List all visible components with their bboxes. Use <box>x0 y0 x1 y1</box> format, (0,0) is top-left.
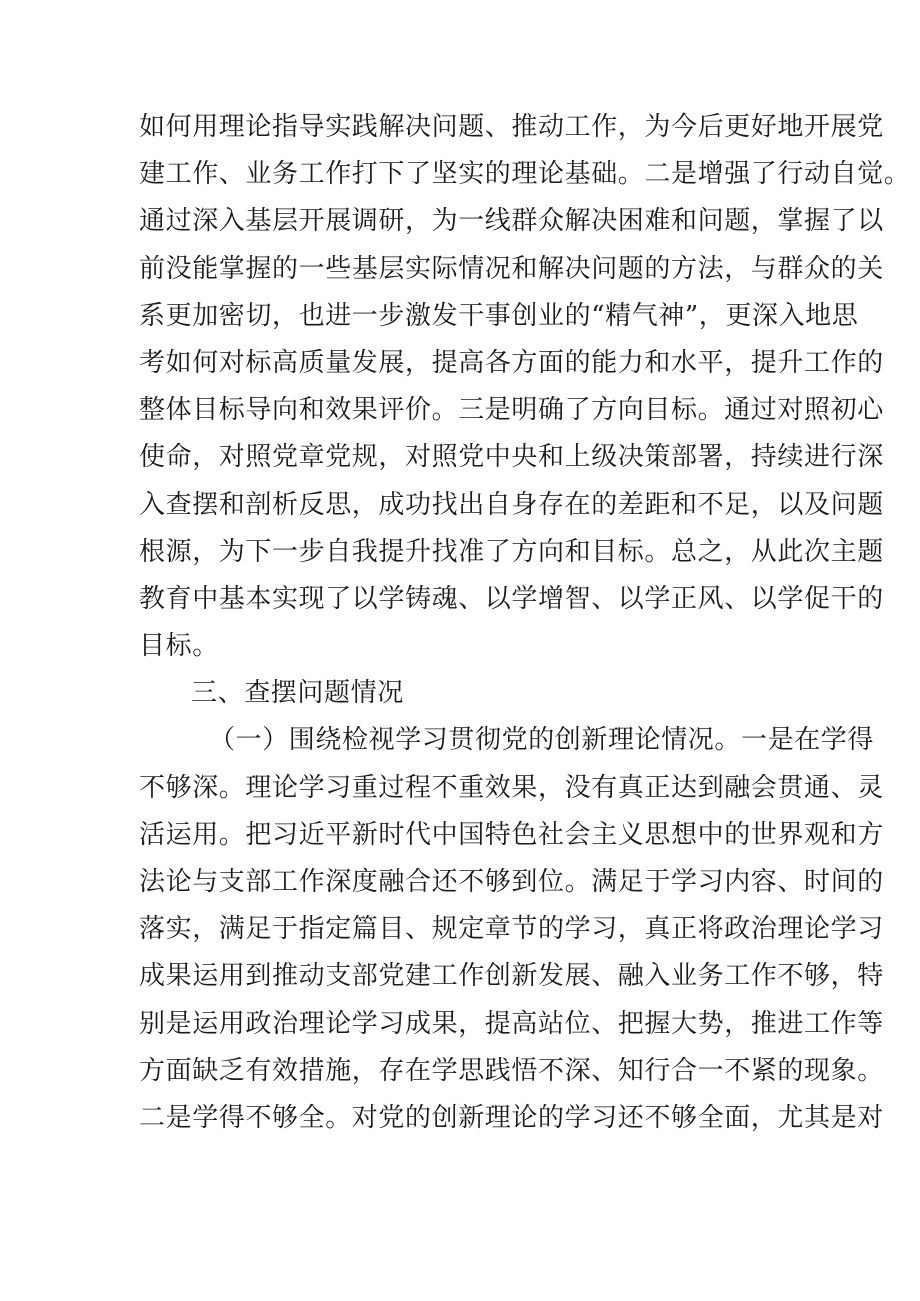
paragraph-line: 目标。 <box>139 631 219 662</box>
paragraph-line: 入查摆和剖析反思，成功找出自身存在的差距和不足，以及问题 <box>139 489 884 520</box>
paragraph-line: 通过深入基层开展调研，为一线群众解决困难和问题，掌握了以 <box>139 206 884 237</box>
paragraph-line: 建工作、业务工作打下了坚实的理论基础。二是增强了行动自觉。 <box>139 159 911 190</box>
subsection-line: 落实，满足于指定篇目、规定章节的学习，真正将政治理论学习 <box>139 914 884 945</box>
paragraph-line: 教育中基本实现了以学铸魂、以学增智、以学正风、以学促干的 <box>139 583 884 614</box>
paragraph-line: 根源，为下一步自我提升找准了方向和目标。总之，从此次主题 <box>139 536 884 567</box>
paragraph-line: 整体目标导向和效果评价。三是明确了方向目标。通过对照初心 <box>139 395 884 426</box>
paragraph-line: 系更加密切，也进一步激发干事创业的“精气神”，更深入地思 <box>139 300 859 331</box>
subsection-line: 法论与支部工作深度融合还不够到位。满足于学习内容、时间的 <box>139 867 884 897</box>
subsection-line: 活运用。把习近平新时代中国特色社会主义思想中的世界观和方 <box>139 819 884 850</box>
subsection-line: （一）围绕检视学习贯彻党的创新理论情况。一是在学得 <box>209 725 875 756</box>
subsection-line: 不够深。理论学习重过程不重效果，没有真正达到融会贯通、灵 <box>139 772 884 803</box>
subsection-line: 成果运用到推动支部党建工作创新发展、融入业务工作不够，特 <box>139 961 884 992</box>
subsection-line: 别是运用政治理论学习成果，提高站位、把握大势，推进工作等 <box>139 1008 884 1039</box>
paragraph-line: 如何用理论指导实践解决问题、推动工作，为今后更好地开展党 <box>139 112 884 142</box>
subsection-line: 方面缺乏有效措施，存在学思践悟不深、知行合一不紧的现象。 <box>139 1055 884 1086</box>
paragraph-line: 使命，对照党章党规，对照党中央和上级决策部署，持续进行深 <box>139 442 884 473</box>
subsection-line: 二是学得不够全。对党的创新理论的学习还不够全面，尤其是对 <box>139 1102 884 1133</box>
section-heading: 三、查摆问题情况 <box>191 678 404 709</box>
document-body <box>139 104 911 1142</box>
paragraph-line: 前没能掌握的一些基层实际情况和解决问题的方法，与群众的关 <box>139 253 884 284</box>
paragraph-line: 考如何对标高质量发展，提高各方面的能力和水平，提升工作的 <box>139 347 884 378</box>
